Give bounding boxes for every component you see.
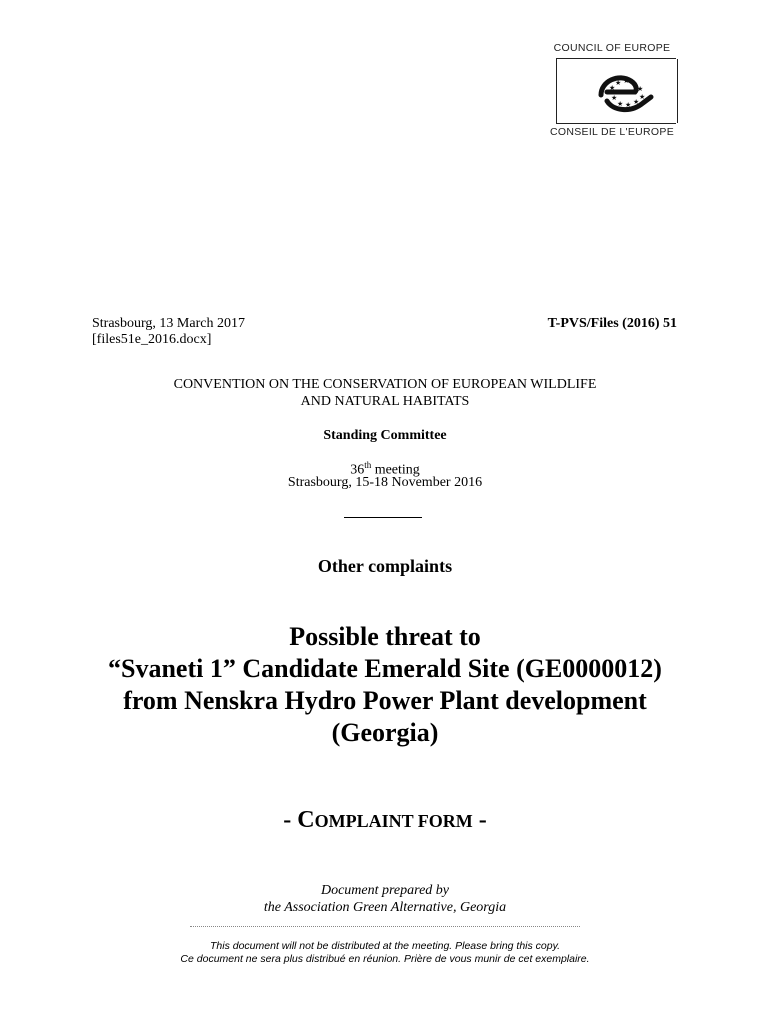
file-name: [files51e_2016.docx] [92,332,212,347]
notice-french: Ce document ne sera plus distribué en réunion. Prière de vous munir de cet exemplaire. [180,953,590,965]
section-heading: Other complaints [317,556,453,576]
logo-top-text: COUNCIL OF EUROPE [553,42,671,54]
form-label-suffix: - [472,807,487,833]
title-line-2: “Svaneti 1” Candidate Emerald Site (GE0000012) [108,654,662,683]
svg-text:★: ★ [639,93,646,101]
prepared-by-line-2: the Association Green Alternative, Georgia [263,900,507,915]
meeting-number-value: 36 [350,462,365,478]
svg-text:★: ★ [637,85,644,93]
separator-rule [344,517,422,518]
svg-text:★: ★ [633,98,640,106]
form-label-cap: C [297,807,315,833]
logo-bottom-text: CONSEIL DE L'EUROPE [549,126,674,138]
council-of-europe-emblem-icon [556,59,678,123]
svg-text:★: ★ [631,80,638,88]
notice-english: This document will not be distributed at the meeting. Please bring this copy. [210,940,560,952]
svg-text:★: ★ [617,100,624,108]
svg-text:★: ★ [623,77,630,85]
meeting-label: meeting [371,462,420,478]
title-line-4: (Georgia) [331,718,439,747]
convention-line-2: AND NATURAL HABITATS [300,394,470,409]
logo-divider-bottom [556,123,676,124]
complaint-form-label [0,807,770,834]
document-reference: T-PVS/Files (2016) 51 [547,316,677,331]
form-label-prefix: - [283,807,298,833]
title-line-3: from Nenskra Hydro Power Plant development [123,686,647,715]
form-label-rest: OMPLAINT FORM [314,811,473,831]
title-line-1: Possible threat to [289,622,481,651]
committee-name: Standing Committee [323,428,447,443]
svg-text:★: ★ [615,79,622,87]
meeting-number-suffix: th [364,460,372,470]
svg-text:★: ★ [609,84,616,92]
svg-text:★: ★ [625,101,632,109]
dotted-divider [190,926,580,927]
prepared-by-line-1: Document prepared by [320,883,450,898]
svg-text:★: ★ [611,94,618,102]
convention-line-1: CONVENTION ON THE CONSERVATION OF EUROPEAN WILDLIFE [173,377,597,392]
place-date: Strasbourg, 13 March 2017 [92,316,245,331]
meeting-place-dates: Strasbourg, 15-18 November 2016 [287,475,483,490]
